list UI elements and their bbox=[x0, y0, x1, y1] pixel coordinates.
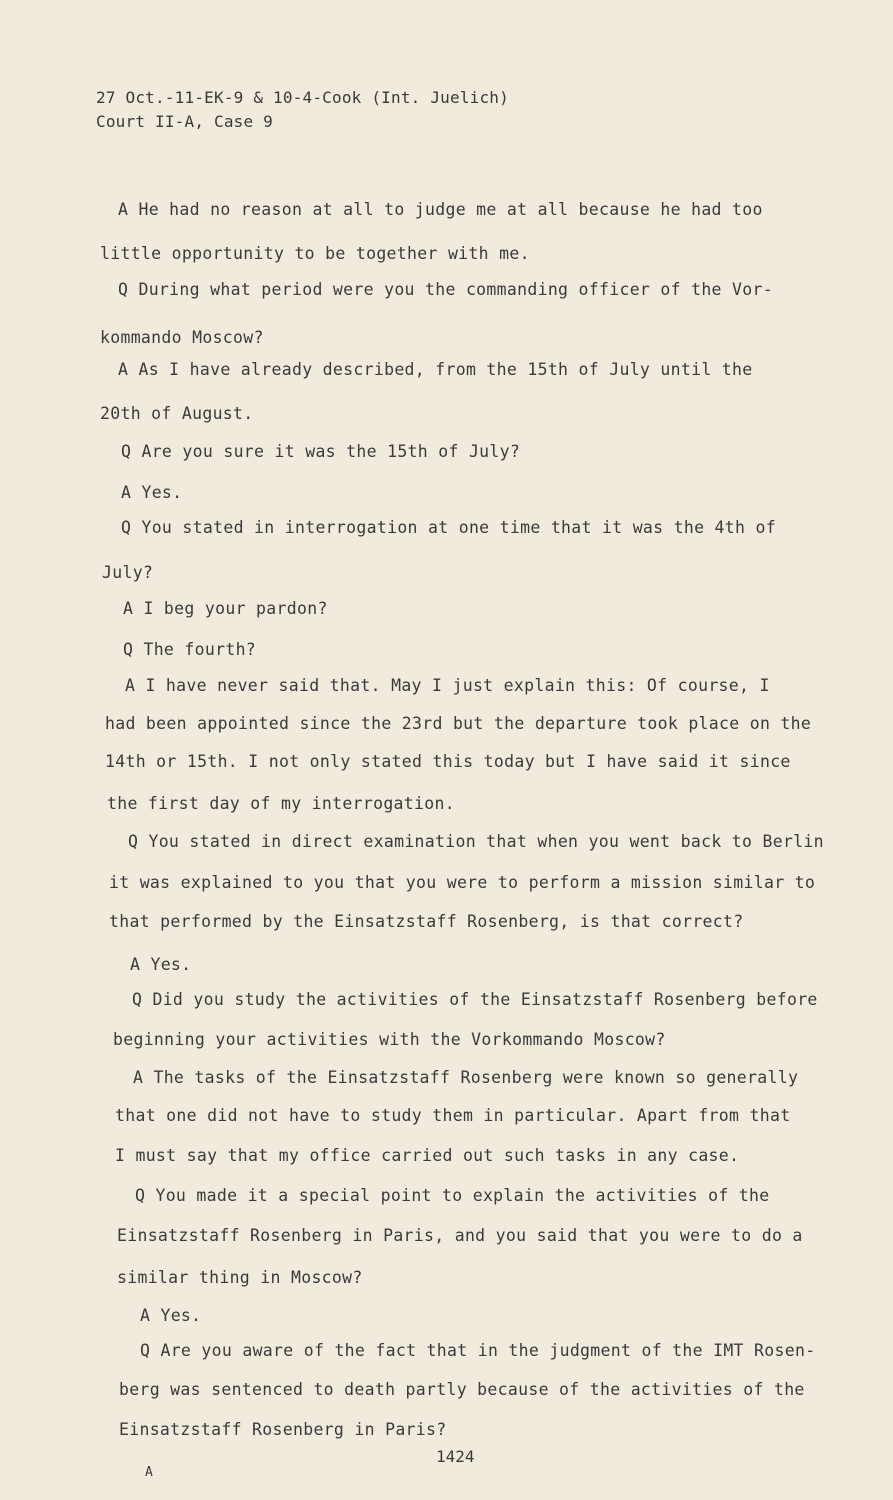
text-line: A The tasks of the Einsatzstaff Rosenberg were known so generally bbox=[133, 1068, 799, 1087]
page-number: 1424 bbox=[436, 1447, 475, 1466]
text-line: A I beg your pardon? bbox=[123, 599, 328, 618]
text-line: Q Are you aware of the fact that in the judgment of the IMT Rosen- bbox=[140, 1341, 816, 1360]
text-line: Einsatzstaff Rosenberg in Paris, and you said that you were to do a bbox=[117, 1226, 803, 1245]
text-line: it was explained to you that you were to perform a mission similar to bbox=[109, 873, 816, 892]
text-line: A He had no reason at all to judge me at all because he had too bbox=[118, 200, 763, 219]
text-line: A I have never said that. May I just explain this: Of course, I bbox=[125, 676, 770, 695]
text-line: A Yes. bbox=[130, 955, 192, 974]
stray-mark: A bbox=[145, 1465, 153, 1480]
text-line: that one did not have to study them in particular. Apart from that bbox=[115, 1106, 791, 1125]
text-line: the first day of my interrogation. bbox=[107, 794, 455, 813]
text-line: had been appointed since the 23rd but the departure took place on the bbox=[105, 714, 812, 733]
text-line: I must say that my office carried out such tasks in any case. bbox=[115, 1146, 740, 1165]
text-line: A Yes. bbox=[121, 483, 183, 502]
text-line: that performed by the Einsatzstaff Rosenberg, is that correct? bbox=[109, 912, 744, 931]
header-line-2: Court II-A, Case 9 bbox=[96, 112, 273, 131]
text-line: Q You stated in direct examination that when you went back to Berlin bbox=[128, 832, 824, 851]
text-line: A As I have already described, from the 15th of July until the bbox=[118, 360, 753, 379]
header-line-1: 27 Oct.-11-EK-9 & 10-4-Cook (Int. Juelich) bbox=[96, 88, 509, 107]
text-line: 20th of August. bbox=[100, 404, 254, 423]
text-line: July? bbox=[102, 563, 154, 582]
text-line: little opportunity to be together with me. bbox=[100, 244, 530, 263]
text-line: berg was sentenced to death partly because of the activities of the bbox=[119, 1380, 805, 1399]
text-line: Q Did you study the activities of the Einsatzstaff Rosenberg before bbox=[132, 990, 818, 1009]
text-line: kommando Moscow? bbox=[100, 328, 264, 347]
text-line: Q Are you sure it was the 15th of July? bbox=[121, 442, 521, 461]
text-line: Q The fourth? bbox=[123, 640, 257, 659]
text-line: similar thing in Moscow? bbox=[117, 1268, 363, 1287]
text-line: Q You stated in interrogation at one time that it was the 4th of bbox=[121, 518, 776, 537]
text-line: A Yes. bbox=[140, 1306, 202, 1325]
text-line: 14th or 15th. I not only stated this today but I have said it since bbox=[105, 752, 791, 771]
text-line: Q During what period were you the commanding officer of the Vor- bbox=[118, 280, 773, 299]
text-line: Einsatzstaff Rosenberg in Paris? bbox=[119, 1420, 447, 1439]
text-line: Q You made it a special point to explain the activities of the bbox=[135, 1186, 770, 1205]
text-line: beginning your activities with the Vorkommando Moscow? bbox=[113, 1030, 666, 1049]
